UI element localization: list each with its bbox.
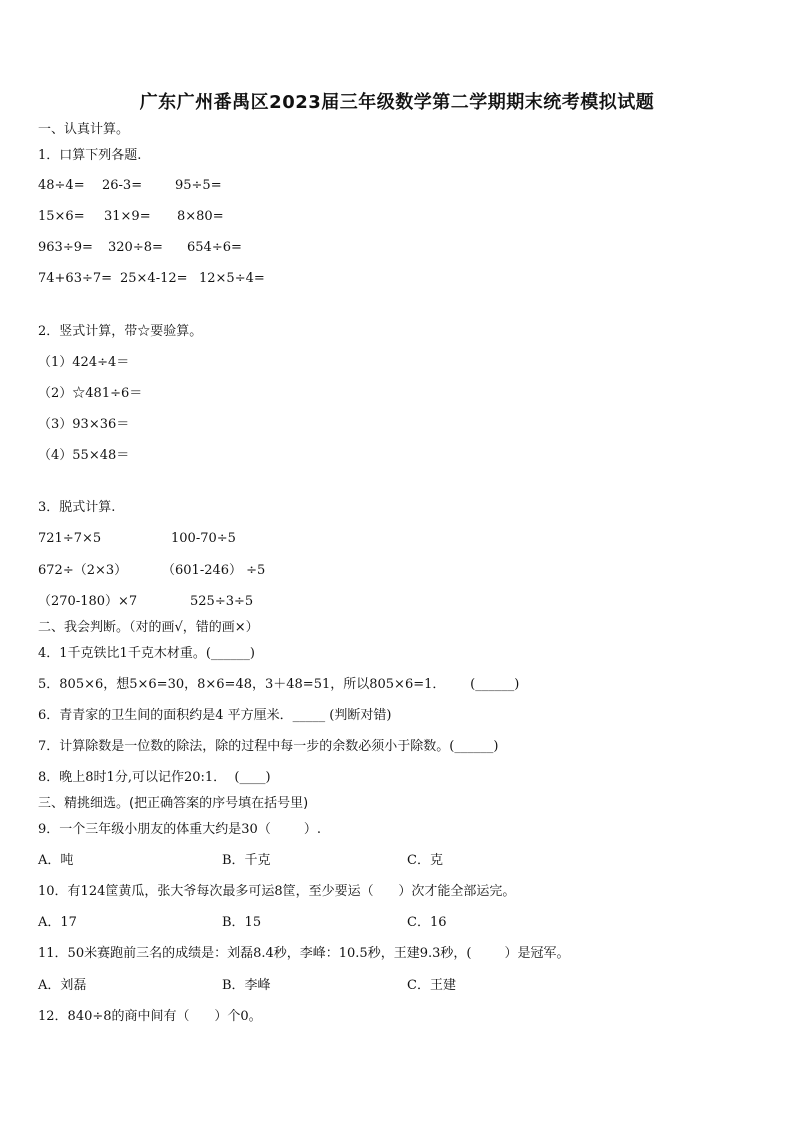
question-10-option-b: B．15: [222, 915, 262, 930]
oral-calc-r3c1: 963÷9=: [38, 240, 93, 255]
step-calc-r2c1: 672÷（2×3）: [38, 563, 128, 578]
question-10-stem: 10．有124筐黄瓜，张大爷每次最多可运8筐，至少要运（ ）次才能全部运完。: [38, 884, 516, 899]
oral-calc-r2c1: 15×6=: [38, 209, 85, 224]
oral-calc-r4c1: 74+63÷7=: [38, 271, 113, 286]
question-9-option-a: A．吨: [38, 853, 74, 868]
question-9-option-b: B．千克: [222, 853, 271, 868]
question-11-stem: 11．50米赛跑前三名的成绩是：刘磊8.4秒，李峰：10.5秒，王建9.3秒，( ）是冠军。: [38, 946, 570, 961]
section-2-heading: 二、我会判断。（对的画√，错的画×）: [38, 620, 259, 635]
question-5: 5．805×6，想5×6=30，8×6=48，3＋48=51，所以805×6=1． (______): [38, 677, 520, 692]
section-3-heading: 三、精挑细选。(把正确答案的序号填在括号里): [38, 796, 309, 811]
question-6: 6．青青家的卫生间的面积约是4 平方厘米．_____ (判断对错): [38, 708, 392, 723]
vertical-calc-item-3: （3）93×36＝: [38, 417, 130, 432]
question-12: 12．840÷8的商中间有（ ）个0。: [38, 1009, 262, 1024]
question-11-option-b: B．李峰: [222, 978, 271, 993]
step-calc-r3c2: 525÷3÷5: [190, 594, 254, 609]
question-4: 4．1千克铁比1千克木材重。(______): [38, 646, 255, 661]
question-2-label: 2．竖式计算，带☆要验算。: [38, 324, 203, 339]
oral-calc-r4c3: 12×5÷4=: [199, 271, 265, 286]
step-calc-r1c2: 100-70÷5: [171, 531, 236, 546]
step-calc-r3c1: （270-180）×7: [38, 594, 138, 609]
step-calc-r1c1: 721÷7×5: [38, 531, 102, 546]
vertical-calc-item-1: （1）424÷4＝: [38, 355, 130, 370]
vertical-calc-item-4: （4）55×48＝: [38, 448, 130, 463]
oral-calc-r2c2: 31×9=: [104, 209, 151, 224]
question-11-option-c: C．王建: [407, 978, 456, 993]
oral-calc-r2c3: 8×80=: [177, 209, 224, 224]
question-1-label: 1．口算下列各题.: [38, 148, 142, 163]
question-7: 7．计算除数是一位数的除法，除的过程中每一步的余数必须小于除数。(______): [38, 739, 499, 754]
question-11-option-a: A．刘磊: [38, 978, 87, 993]
question-3-label: 3．脱式计算.: [38, 500, 116, 515]
oral-calc-r1c3: 95÷5=: [175, 178, 222, 193]
question-8: 8．晚上8时1分,可以记作20:1． (____): [38, 770, 271, 785]
oral-calc-r3c2: 320÷8=: [108, 240, 163, 255]
question-10-option-c: C．16: [407, 915, 447, 930]
vertical-calc-item-2: （2）☆481÷6＝: [38, 386, 143, 401]
oral-calc-r4c2: 25×4-12=: [120, 271, 188, 286]
step-calc-r2c2: （601-246） ÷5: [162, 563, 266, 578]
question-9-option-c: C．克: [407, 853, 443, 868]
question-9-stem: 9．一个三年级小朋友的体重大约是30（ ）.: [38, 822, 322, 837]
section-1-heading: 一、认真计算。: [38, 122, 130, 137]
oral-calc-r1c2: 26-3=: [102, 178, 143, 193]
page-title: 广东广州番禺区2023届三年级数学第二学期期末统考模拟试题: [139, 92, 655, 113]
oral-calc-r1c1: 48÷4=: [38, 178, 85, 193]
oral-calc-r3c3: 654÷6=: [187, 240, 242, 255]
question-10-option-a: A．17: [38, 915, 77, 930]
